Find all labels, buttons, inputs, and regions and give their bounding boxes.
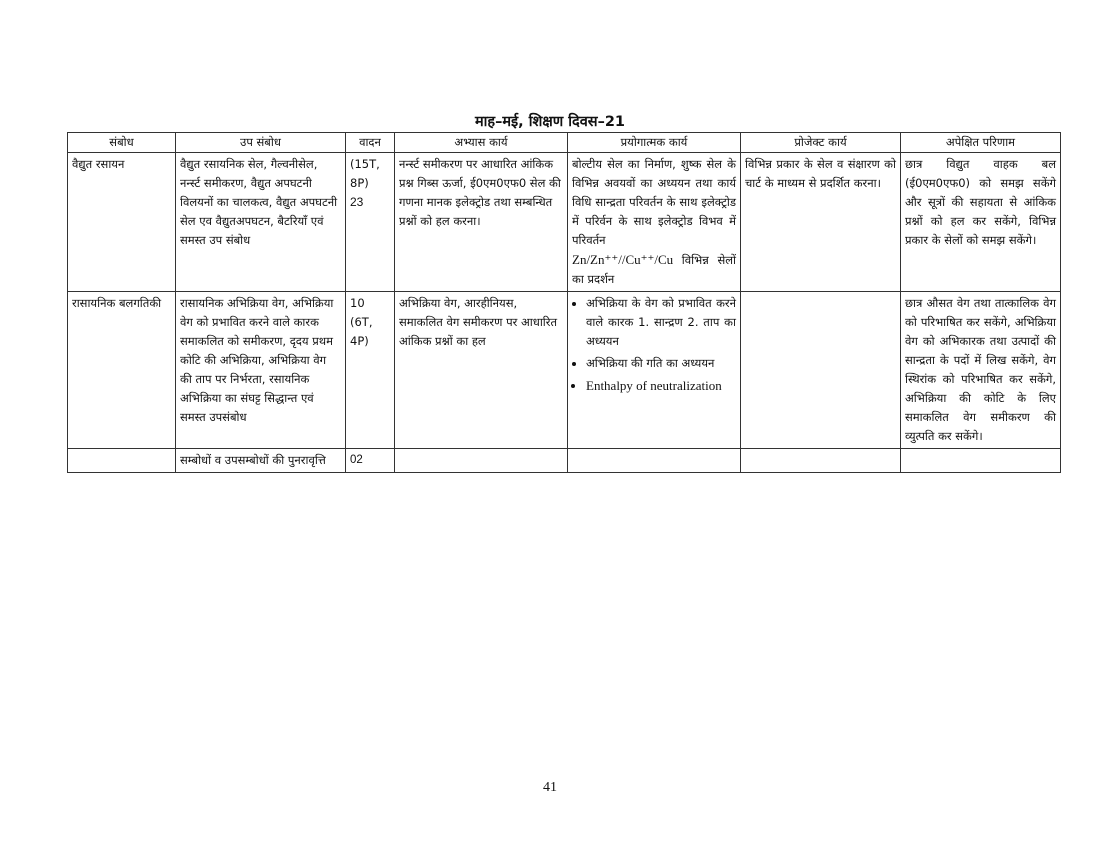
cell-practical	[568, 153, 741, 292]
cell-subtopic: रासायनिक अभिक्रिया वेग, अभिक्रिया वेग को प्रभावित करने वाले कारक समाकलित को समीकरण, दृदय प्रथम कोटि की अभिक्रिया, अभिक्रिया वेग की ताप पर निर्भरता, रसायनिक अभिक्रिया का संघट्ट सिद्धान्त एवं समस्त उपसंबोध	[176, 292, 346, 449]
cell-exercise: अभिक्रिया वेग, आरहीनियस, समाकलित वेग समीकरण पर आधारित आंकिक प्रश्नों का हल	[395, 292, 568, 449]
cell-project	[741, 449, 901, 473]
cell-topic	[68, 449, 176, 473]
cell-periods: 10 (6T, 4P)	[346, 292, 395, 449]
list-item: • अभिक्रिया के वेग को प्रभावित करने वाले कारक 1. सान्द्रण 2. ताप का अध्ययन	[586, 294, 736, 351]
list-item: • Enthalpy of neutralization	[586, 376, 736, 395]
practical-tail: विभिन्न सेलों का प्रदर्शन	[572, 253, 736, 286]
header-row	[68, 133, 1061, 153]
cell-practical	[568, 449, 741, 473]
header-periods: वादन	[346, 133, 395, 153]
cell-topic: रासायनिक बलगतिकी	[68, 292, 176, 449]
cell-outcome: छात्र औसत वेग तथा तात्कालिक वेग को परिभाषित कर सकेंगे, अभिक्रिया वेग को अभिकारक तथा उत्पादों की सान्द्रता के पदों में लिख सकेंगे, वेग स्थिरांक को परिभाषित कर सकेंगे, अभिक्रिया की कोटि के लिए समाकलित वेग समीकरण की व्युत्पति कर सकेंगे।	[901, 292, 1061, 449]
cell-outcome	[901, 449, 1061, 473]
practical-list	[572, 294, 736, 395]
cell-project	[741, 292, 901, 449]
cell-periods: 02	[346, 449, 395, 473]
practical-formula: Zn/Zn⁺⁺//Cu⁺⁺/Cu	[572, 252, 674, 267]
table-row	[68, 153, 1061, 292]
cell-exercise: नर्न्स्ट समीकरण पर आधारित आंकिक प्रश्न गिब्स ऊर्जा, ई0एम0एफ0 सेल की गणना मानक इलेक्ट्रोड तथा सम्बन्धित प्रश्नों को हल करना।	[395, 153, 568, 292]
lesson-plan-table	[67, 132, 1061, 473]
cell-topic: वैद्युत रसायन	[68, 153, 176, 292]
header-topic: संबोध	[68, 133, 176, 153]
cell-subtopic: सम्बोधों व उपसम्बोधों की पुनरावृत्ति	[176, 449, 346, 473]
cell-periods	[346, 153, 395, 292]
header-outcome: अपेक्षित परिणाम	[901, 133, 1061, 153]
header-practical: प्रयोगात्मक कार्य	[568, 133, 741, 153]
cell-exercise	[395, 449, 568, 473]
cell-practical	[568, 292, 741, 449]
practical-text: बोल्टीय सेल का निर्माण, शुष्क सेल के विभिन्न अवयवों का अध्ययन तथा कार्य विधि सान्द्रता परिवर्तन के साथ इलेक्ट्रोड में परिर्वन के साथ इलेक्ट्रोड विभव में परिवर्तन	[572, 157, 736, 247]
periods-extra: 23	[350, 195, 364, 209]
periods-main: (15T, 8P)	[350, 157, 380, 190]
list-item: • अभिक्रिया की गति का अध्ययन	[586, 354, 736, 373]
table-row	[68, 292, 1061, 449]
page-number: 41	[543, 780, 557, 795]
header-subtopic: उप संबोध	[176, 133, 346, 153]
cell-outcome: छात्र विद्युत वाहक बल (ई0एम0एफ0) को समझ सकेंगे और सूत्रों की सहायता से आंकिक प्रश्नों को हल कर सकेंगे, विभिन्न प्रकार के सेलों को समझ सकेंगे।	[901, 153, 1061, 292]
table-row	[68, 449, 1061, 473]
header-project: प्रोजेक्ट कार्य	[741, 133, 901, 153]
header-exercise: अभ्यास कार्य	[395, 133, 568, 153]
cell-project: विभिन्न प्रकार के सेल व संक्षारण को चार्ट के माध्यम से प्रदर्शित करना।	[741, 153, 901, 292]
cell-subtopic: वैद्युत रसायनिक सेल, गैल्वनीसेल, नर्न्स्ट समीकरण, वैद्युत अपघटनी विलयनों का चालकत्व, वैद्युत अपघटनी सेल एव वैद्युतअपघटन, बैटरियाँ एवं समस्त उप संबोध	[176, 153, 346, 292]
page-title: माह–मई, शिक्षण दिवस–21	[474, 114, 625, 130]
